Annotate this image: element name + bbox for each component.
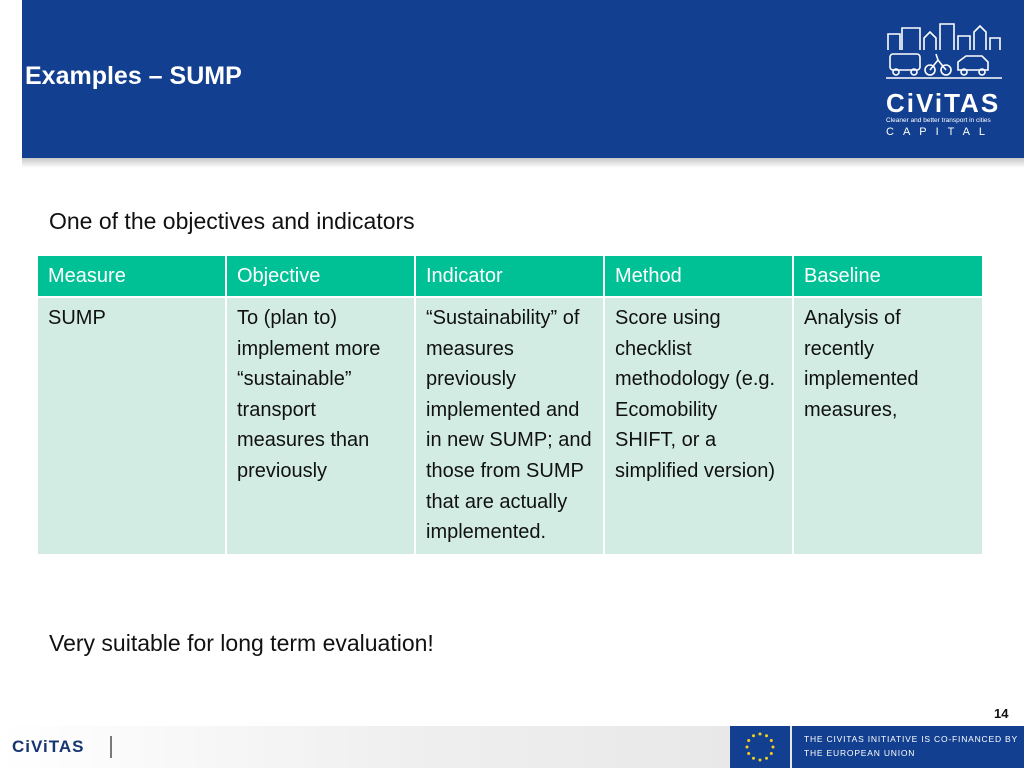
city-skyline-icon bbox=[866, 20, 1008, 86]
header-method: Method bbox=[604, 255, 793, 297]
slide-title: Examples – SUMP bbox=[25, 62, 242, 90]
footer-divider bbox=[110, 736, 112, 758]
logo-subtitle: CAPITAL bbox=[886, 126, 995, 138]
eu-cofinance-text: THE CIVITAS INITIATIVE IS CO-FINANCED BY THE EUROPEAN UNION bbox=[804, 734, 1018, 758]
eu-flag-icon bbox=[730, 726, 790, 768]
slide-subtitle: One of the objectives and indicators bbox=[49, 208, 415, 234]
footer-logo: CiViTAS bbox=[12, 737, 85, 756]
page-number: 14 bbox=[994, 706, 1009, 721]
slide-note: Very suitable for long term evaluation! bbox=[49, 630, 434, 656]
cell-indicator: “Sustainability” of measures previously implemented and in new SUMP; and those from SUMP that are actually implemented. bbox=[415, 297, 604, 555]
header-shadow bbox=[22, 158, 1024, 168]
cell-objective: To (plan to) implement more “sustainable” transport measures than previously bbox=[226, 297, 415, 555]
logo-tagline: Cleaner and better transport in cities bbox=[886, 117, 991, 124]
table-header-row bbox=[37, 255, 983, 297]
header-measure: Measure bbox=[37, 255, 226, 297]
cell-measure: SUMP bbox=[37, 297, 226, 555]
table-row bbox=[37, 297, 983, 555]
objectives-table bbox=[36, 254, 984, 556]
logo-wordmark: CiViTAS bbox=[886, 88, 1001, 118]
civitas-logo bbox=[866, 20, 1008, 146]
header-baseline: Baseline bbox=[793, 255, 983, 297]
header-objective: Objective bbox=[226, 255, 415, 297]
header-indicator: Indicator bbox=[415, 255, 604, 297]
cell-method: Score using checklist methodology (e.g. Ecomobility SHIFT, or a simplified version) bbox=[604, 297, 793, 555]
cell-baseline: Analysis of recently implemented measures, bbox=[793, 297, 983, 555]
